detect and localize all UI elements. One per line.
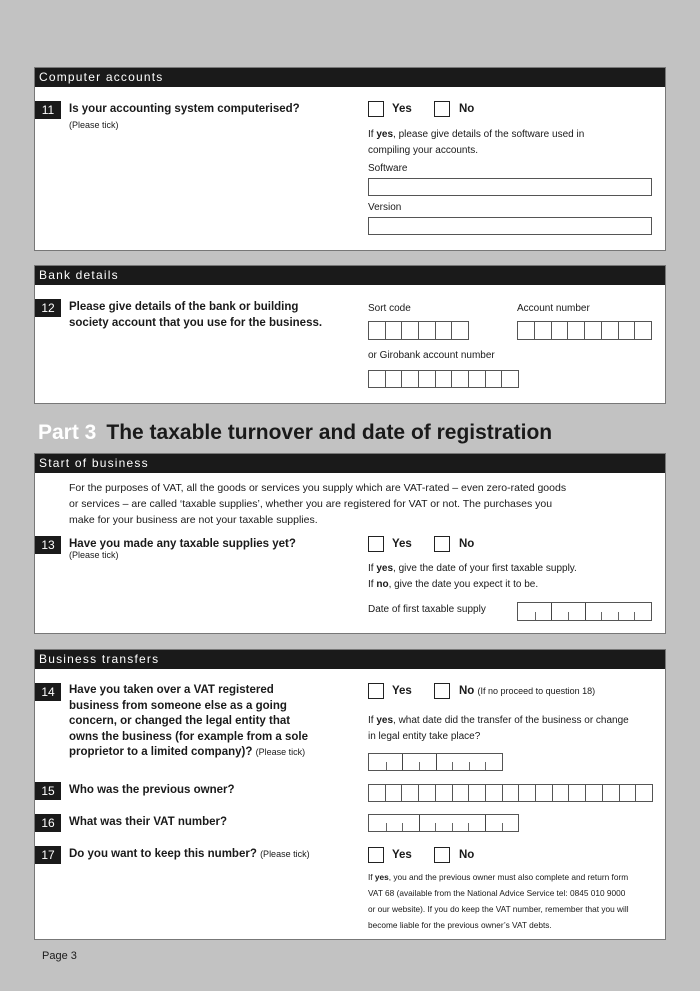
q14-no-checkbox[interactable]: [434, 683, 450, 699]
computer-accounts-section: [34, 67, 666, 251]
software-input[interactable]: [368, 178, 652, 196]
part-number: Part 3: [38, 421, 97, 444]
question-number-11: 11: [35, 101, 61, 119]
girobank-input[interactable]: [368, 370, 519, 388]
software-label: Software: [368, 163, 408, 174]
question-16-text: What was their VAT number?: [69, 816, 228, 828]
q14-yes-instructions: If yes, what date did the transfer of the business or change in legal entity take place?: [368, 715, 629, 742]
page-number: Page 3: [42, 950, 77, 962]
q14-no-label: No (If no proceed to question 18): [459, 685, 596, 697]
question-11-label: Is your accounting system computerised?: [69, 103, 300, 115]
q14-yes-label: Yes: [392, 685, 412, 697]
bank-details-section: [34, 265, 666, 404]
version-input[interactable]: [368, 217, 652, 235]
part-title: The taxable turnover and date of registration: [106, 421, 553, 444]
q13-yes-checkbox[interactable]: [368, 536, 384, 552]
q13-no-checkbox[interactable]: [434, 536, 450, 552]
girobank-label: or Girobank account number: [368, 350, 495, 361]
date-first-supply-input[interactable]: [517, 602, 652, 621]
question-number-16: 16: [35, 814, 61, 832]
q11-yes-detail: If yes, please give details of the software used in compiling your accounts.: [368, 129, 585, 156]
question-13-text: Have you made any taxable supplies yet? $^{(Please tick)}$: [69, 538, 296, 560]
question-number-14: 14: [35, 683, 61, 701]
q11-yes-checkbox[interactable]: [368, 101, 384, 117]
section-header: Business transfers: [35, 650, 665, 669]
q13-instructions: If yes, give the date of your first taxable supply. If no, give the date you expect it to be.: [368, 563, 577, 590]
question-number-15: 15: [35, 782, 61, 800]
q17-note: If yes, you and the previous owner must also complete and return form VAT 68 (available from the National Advice Service tel: 0845 010 9000 or our website). If you do keep the VAT number, remember that you will become liable for the previous owner’s VAT debts.: [368, 872, 629, 930]
account-number-input[interactable]: [517, 321, 652, 340]
vat-number-input[interactable]: [368, 814, 519, 832]
question-17-text: Do you want to keep this number? (Please tick): [69, 848, 310, 860]
question-number-13: 13: [35, 536, 61, 554]
q13-no-label: No: [459, 538, 475, 550]
q11-no-checkbox[interactable]: [434, 101, 450, 117]
question-11-text: [69, 101, 300, 133]
business-transfers-section: [34, 649, 666, 940]
sort-code-label: Sort code: [368, 303, 411, 314]
section-header: Bank details: [35, 266, 665, 285]
section-header: Start of business: [35, 454, 665, 473]
section-header: Computer accounts: [35, 68, 665, 87]
question-15-text: Who was the previous owner?: [69, 784, 235, 796]
q17-yes-checkbox[interactable]: [368, 847, 384, 863]
question-12-text: Please give details of the bank or building society account that you use for the business.: [69, 301, 323, 329]
part-heading: [38, 420, 552, 446]
start-of-business-section: [34, 453, 666, 634]
question-number-17: 17: [35, 846, 61, 864]
question-11-hint: (Please tick): [69, 120, 119, 130]
q11-no-label: No: [459, 103, 475, 115]
question-14-text: Have you taken over a VAT registered business from someone else as a going concern, or changed the legal entity that owns the business (for example from a sole proprietor to a limited company)? (Please tick): [69, 684, 309, 758]
sort-code-input[interactable]: [368, 321, 469, 340]
date-first-supply-label: Date of first taxable supply: [368, 604, 486, 615]
question-number-12: 12: [35, 299, 61, 317]
start-of-business-intro: For the purposes of VAT, all the goods or services you supply which are VAT-rated – even zero-rated goods or services – are called ‘taxable supplies’, whether you are registered for VAT or not. The purchases you make for your business are not your taxable supplies.: [69, 482, 567, 526]
q17-no-label: No: [459, 849, 475, 861]
previous-owner-input[interactable]: [368, 784, 653, 802]
q17-yes-label: Yes: [392, 849, 412, 861]
q14-no-note: (If no proceed to question 18): [477, 686, 596, 696]
q14-yes-checkbox[interactable]: [368, 683, 384, 699]
account-number-label: Account number: [517, 303, 590, 314]
version-label: Version: [368, 202, 402, 213]
q11-yes-label: Yes: [392, 103, 412, 115]
q17-no-checkbox[interactable]: [434, 847, 450, 863]
q13-yes-label: Yes: [392, 538, 412, 550]
transfer-date-input[interactable]: [368, 753, 503, 771]
